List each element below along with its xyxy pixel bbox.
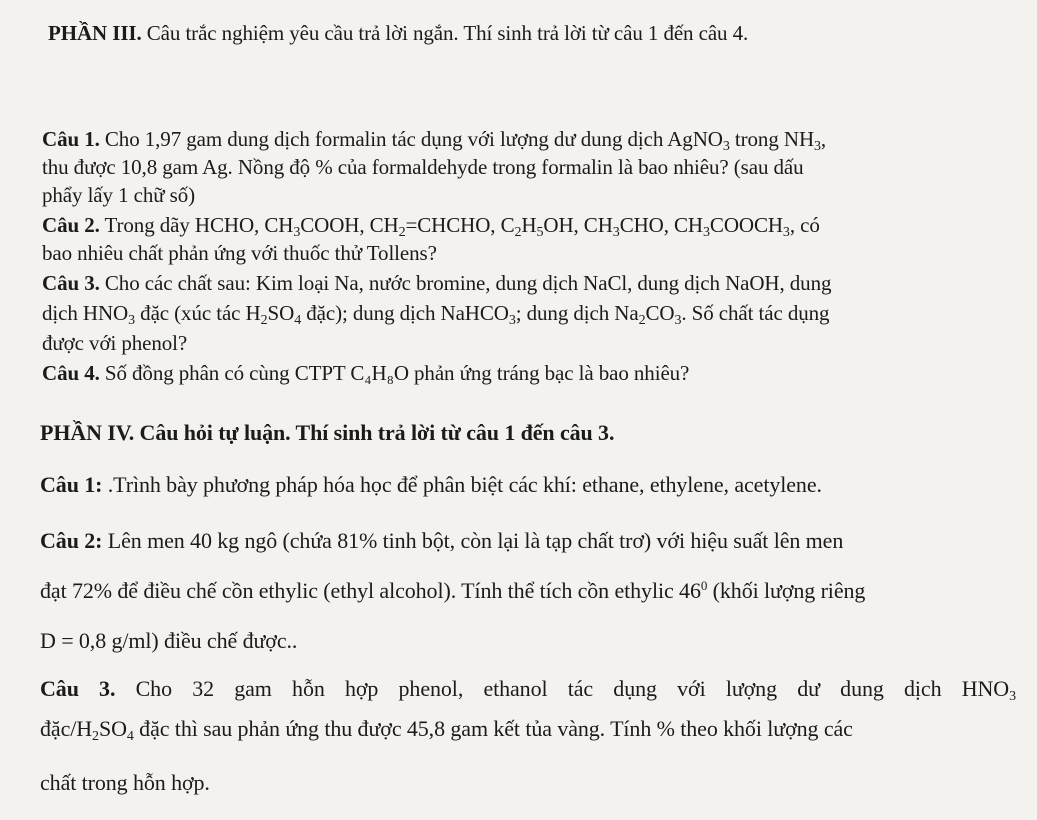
p3-q1-line2 [42, 154, 804, 180]
p3-q3-label: Câu 3. [42, 271, 100, 295]
p3-q3-text: CO [645, 301, 675, 325]
p3-q2-text: Trong dãy HCHO, CH [99, 213, 294, 237]
subscript: 2 [92, 729, 99, 744]
subscript: 3 [128, 313, 136, 328]
p4-q2-text: Lên men 40 kg ngô (chứa 81% tinh bột, còn lại là tạp chất trơ) với hiệu suất lên men [102, 528, 844, 553]
p3-q4-line [42, 360, 689, 386]
p3-q2-text: , có [789, 213, 820, 237]
p3-q3-line2 [42, 300, 829, 326]
p3-q2-text: =CHCHO, C [405, 213, 515, 237]
part4-heading-line [40, 420, 614, 446]
p4-q1-line [40, 472, 822, 498]
subscript: 2 [398, 225, 406, 240]
p3-q2-text: COOH, CH [300, 213, 399, 237]
p4-q2-line3 [40, 628, 297, 654]
p3-q3-text: . Số chất tác dụng [681, 301, 830, 325]
p3-q4-label: Câu 4. [42, 361, 100, 385]
part3-intro: Câu trắc nghiệm yêu cầu trả lời ngắn. Thí sinh trả lời từ câu 1 đến câu 4. [141, 21, 749, 45]
p4-q1-label: Câu 1: [40, 472, 103, 497]
p3-q2-label: Câu 2. [42, 213, 100, 237]
p3-q3-text: được với phenol? [42, 331, 188, 355]
subscript: 4 [294, 313, 302, 328]
p3-q1-text: , [820, 127, 827, 151]
p3-q1-text: phẩy lấy 1 chữ số) [42, 183, 196, 207]
p3-q2-line1 [42, 212, 820, 238]
p4-q2-line2 [40, 578, 865, 604]
p3-q4-text: Số đồng phân có cùng CTPT C₄H₈O phản ứng tráng bạc là bao nhiêu? [99, 361, 690, 385]
p3-q2-text: OH, CH [543, 213, 613, 237]
subscript: 3 [814, 139, 821, 154]
p4-q3-text: đặc thì sau phản ứng thu được 45,8 gam kết tủa vàng. Tính % theo khối lượng các [133, 716, 853, 741]
p4-q2-text: đạt 72% để điều chế cồn ethylic (ethyl alcohol). Tính thể tích cồn ethylic 46 [40, 578, 701, 603]
p4-q3-text: đặc/H [40, 716, 93, 741]
p3-q3-text: dịch HNO [42, 301, 129, 325]
p3-q1-text: thu được 10,8 gam Ag. Nồng độ % của formaldehyde trong formalin là bao nhiêu? (sau dấu [42, 155, 804, 179]
subscript: 2 [514, 225, 522, 240]
p3-q1-text: Cho 1,97 gam dung dịch formalin tác dụng với lượng dư dung dịch AgNO [99, 127, 723, 151]
p4-q2-label: Câu 2: [40, 528, 103, 553]
p4-q1-text: .Trình bày phương pháp hóa học để phân biệt các khí: ethane, ethylene, acetylene. [102, 472, 822, 497]
p3-q1-line3 [42, 182, 195, 208]
subscript: 2 [260, 313, 268, 328]
p4-q3-text: SO [98, 716, 127, 741]
subscript: 3 [722, 139, 730, 154]
p4-q3-line1 [40, 676, 1016, 702]
p3-q3-line1 [42, 270, 831, 296]
p3-q3-text: đặc (xúc tác H [135, 301, 261, 325]
subscript: 3 [293, 225, 301, 240]
p3-q1-text: trong NH [729, 127, 815, 151]
p4-q2-line1 [40, 528, 843, 554]
part4-heading: PHẦN IV. Câu hỏi tự luận. Thí sinh trả lời từ câu 1 đến câu 3. [40, 420, 615, 445]
p4-q2-text: (khối lượng riêng [707, 578, 866, 603]
p3-q2-text: bao nhiêu chất phản ứng với thuốc thử Tollens? [42, 241, 437, 265]
p4-q3-line3 [40, 770, 210, 796]
p4-q3-text: Cho 32 gam hỗn hợp phenol, ethanol tác dụng với lượng dư dung dịch HNO [115, 676, 1010, 701]
subscript: 4 [126, 729, 134, 744]
superscript-degree: 0 [700, 578, 708, 593]
p3-q3-text: SO [267, 301, 295, 325]
p3-q3-line3 [42, 330, 187, 356]
subscript: 3 [612, 225, 620, 240]
p4-q3-line2 [40, 716, 853, 742]
p4-q2-text: D = 0,8 g/ml) điều chế được.. [40, 628, 298, 653]
p3-q2-text: COOCH [709, 213, 783, 237]
p3-q1-label: Câu 1. [42, 127, 100, 151]
subscript: 3 [508, 313, 516, 328]
p3-q2-text: H [521, 213, 537, 237]
part3-heading-line [48, 20, 748, 46]
subscript: 5 [536, 225, 544, 240]
subscript: 3 [1009, 689, 1016, 704]
p3-q3-text: Cho các chất sau: Kim loại Na, nước bromine, dung dịch NaCl, dung dịch NaOH, dung [99, 271, 832, 295]
subscript: 3 [782, 225, 790, 240]
subscript: 2 [638, 313, 646, 328]
p3-q3-text: đặc); dung dịch NaHCO [301, 301, 509, 325]
p4-q3-text: chất trong hỗn hợp. [40, 770, 210, 795]
p3-q3-text: ; dung dịch Na [515, 301, 639, 325]
subscript: 3 [674, 313, 682, 328]
p3-q2-line2 [42, 240, 437, 266]
p4-q3-label: Câu 3. [40, 676, 116, 701]
part3-heading: PHẦN III. [48, 21, 142, 45]
subscript: 3 [703, 225, 710, 240]
p3-q2-text: CHO, CH [619, 213, 703, 237]
p3-q1-line1 [42, 126, 826, 152]
